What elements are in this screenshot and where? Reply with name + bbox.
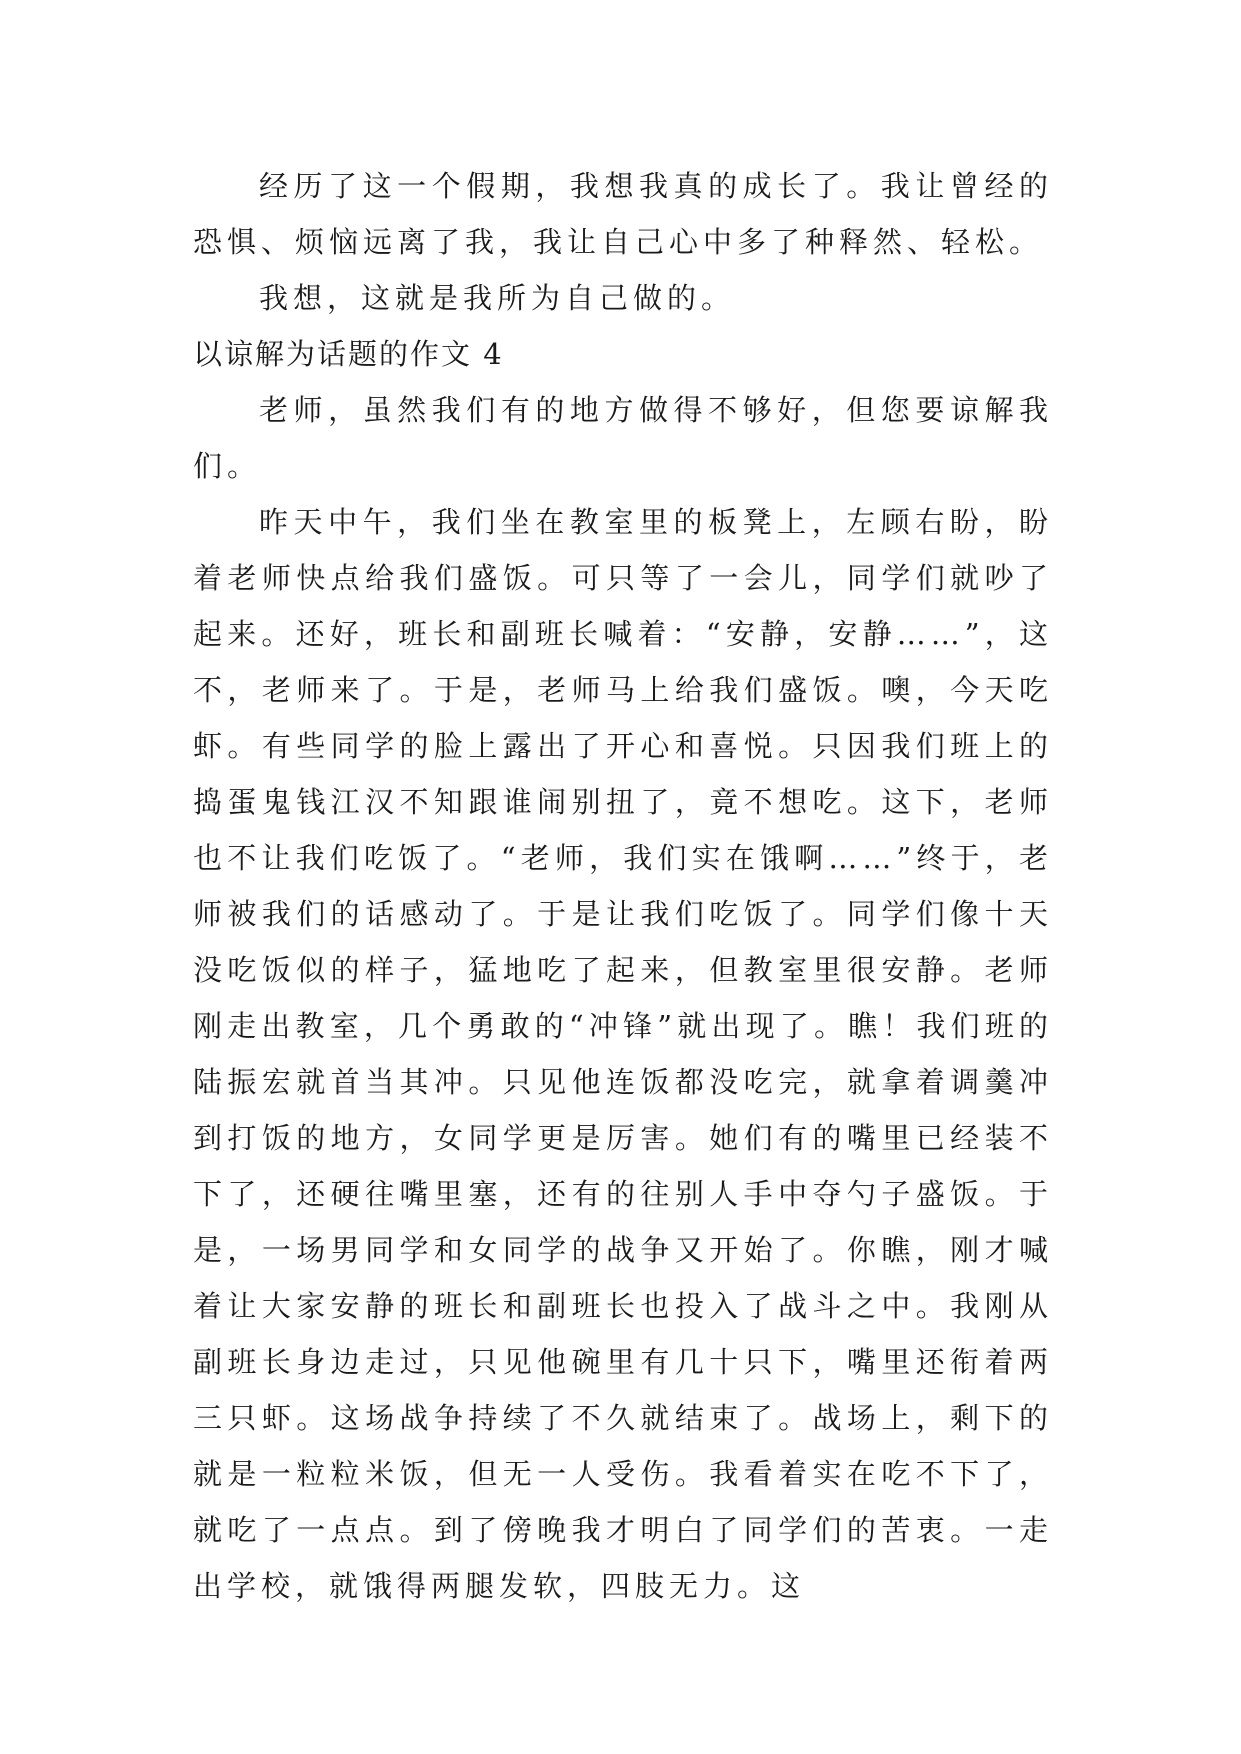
paragraph-teacher: 老师，虽然我们有的地方做得不够好，但您要谅解我们。: [193, 393, 1053, 483]
document-body: [193, 158, 1053, 1614]
paragraph-story: 昨天中午，我们坐在教室里的板凳上，左顾右盼，盼着老师快点给我们盛饭。可只等了一会儿，同学们就吵了起来。还好，班长和副班长喊着：“安静，安静……”，这不，老师来了。于是，老师马上给我们盛饭。噢，今天吃虾。有些同学的脸上露出了开心和喜悦。只因我们班上的捣蛋鬼钱江汉不知跟谁闹别扭了，竟不想吃。这下，老师也不让我们吃饭了。“老师，我们实在饿啊……”终于，老师被我们的话感动了。于是让我们吃饭了。同学们像十天没吃饭似的样子，猛地吃了起来，但教室里很安静。老师刚走出教室，几个勇敢的“冲锋”就出现了。瞧！我们班的陆振宏就首当其冲。只见他连饭都没吃完，就拿着调羹冲到打饭的地方，女同学更是厉害。她们有的嘴里已经装不下了，还硬往嘴里塞，还有的往别人手中夺勺子盛饭。于是，一场男同学和女同学的战争又开始了。你瞧，刚才喊着让大家安静的班长和副班长也投入了战斗之中。我刚从副班长身边走过，只见他碗里有几十只下，嘴里还衔着两三只虾。这场战争持续了不久就结束了。战场上，剩下的就是一粒粒米饭，但无一人受伤。我看着实在吃不下了，就吃了一点点。到了傍晚我才明白了同学们的苦衷。一走出学校，就饿得两腿发软，四肢无力。这: [193, 505, 1053, 1603]
paragraph-growth: 经历了这一个假期，我想我真的成长了。我让曾经的恐惧、烦恼远离了我，我让自己心中多了种释然、轻松。: [193, 169, 1053, 259]
section-title: 以谅解为话题的作文 4: [193, 337, 504, 371]
paragraph-self: 我想，这就是我所为自己做的。: [259, 281, 736, 315]
